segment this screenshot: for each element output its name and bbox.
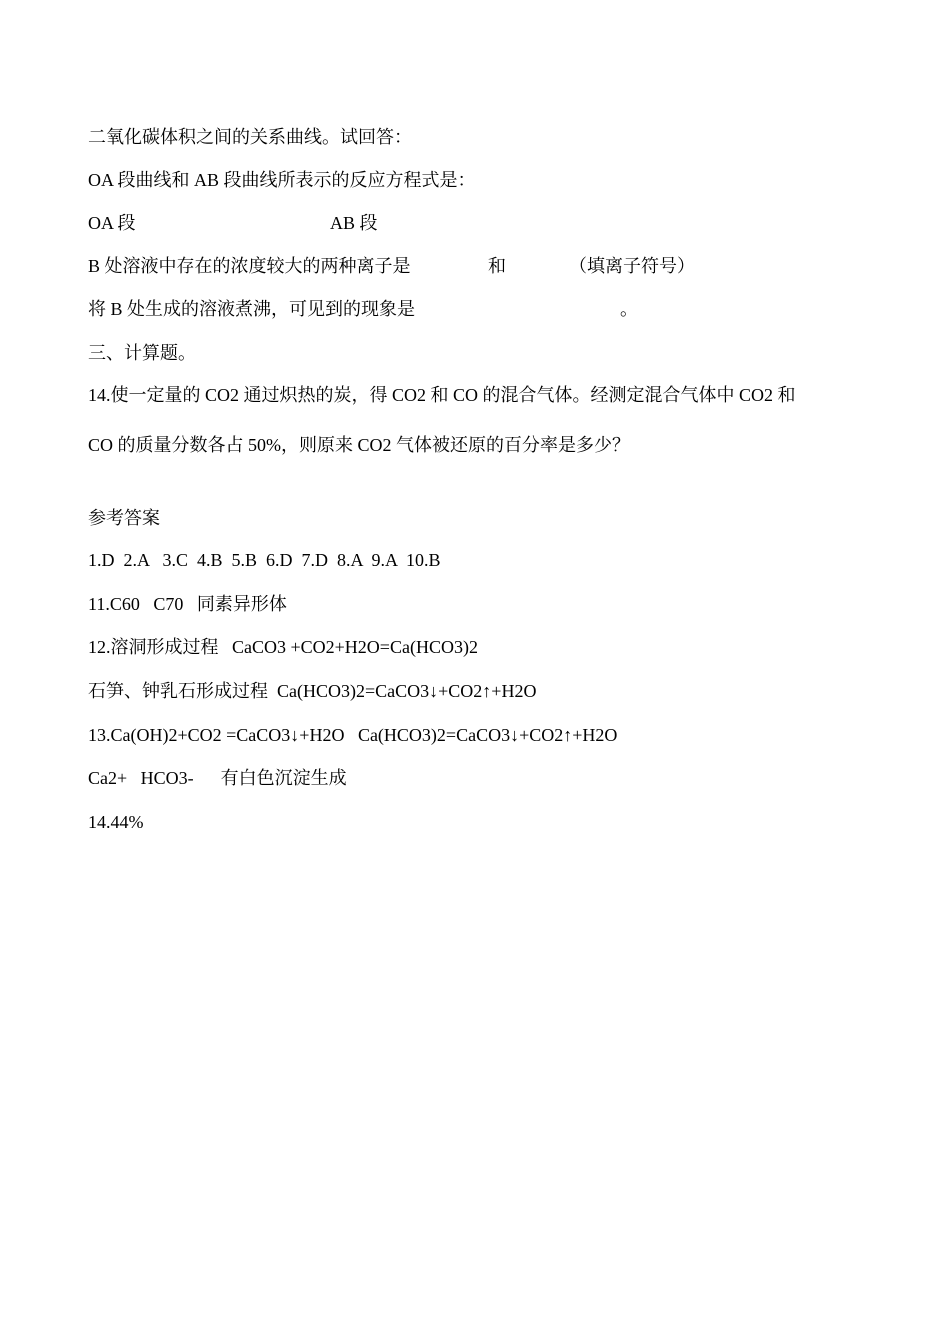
- answer-12-line-2: 石笋、钟乳石形成过程 Ca(HCO3)2=CaCO3↓+CO2↑+H2O: [88, 681, 537, 701]
- ions-and-word: 和: [488, 256, 506, 276]
- answer-12-line-1: 12.溶洞形成过程 CaCO3 +CO2+H2O=Ca(HCO3)2: [88, 637, 478, 657]
- question-intro-line: 二氧化碳体积之间的关系曲线。试回答：: [88, 127, 412, 147]
- ions-hint: （填离子符号）: [569, 256, 695, 276]
- answer-13-line-2: Ca2+ HCO3- 有白色沉淀生成: [88, 768, 347, 788]
- q14-line-2: CO 的质量分数各占 50%，则原来 CO2 气体被还原的百分率是多少？: [88, 435, 631, 455]
- answer-11: 11.C60 C70 同素异形体: [88, 594, 287, 614]
- boiling-prompt: 将 B 处生成的溶液煮沸，可见到的现象是: [88, 299, 416, 319]
- q14-line-1: 14.使一定量的 CO2 通过炽热的炭，得 CO2 和 CO 的混合气体。经测定混合气体中 CO2 和: [88, 385, 796, 405]
- oa-segment-label: OA 段: [88, 213, 136, 233]
- answer-14: 14.44%: [88, 812, 144, 832]
- answers-heading: 参考答案: [88, 508, 160, 528]
- ab-segment-label: AB 段: [330, 213, 378, 233]
- question-oa-ab-prompt: OA 段曲线和 AB 段曲线所表示的反应方程式是：: [88, 170, 476, 190]
- answers-1-10: 1.D 2.A 3.C 4.B 5.B 6.D 7.D 8.A 9.A 10.B: [88, 550, 441, 570]
- section-heading-calc: 三、计算题。: [88, 343, 196, 363]
- boiling-period: 。: [620, 299, 638, 319]
- answer-13-line-1: 13.Ca(OH)2+CO2 =CaCO3↓+H2O Ca(HCO3)2=CaCO3↓+CO2↑+H2O: [88, 725, 618, 745]
- ions-prompt: B 处溶液中存在的浓度较大的两种离子是: [88, 256, 411, 276]
